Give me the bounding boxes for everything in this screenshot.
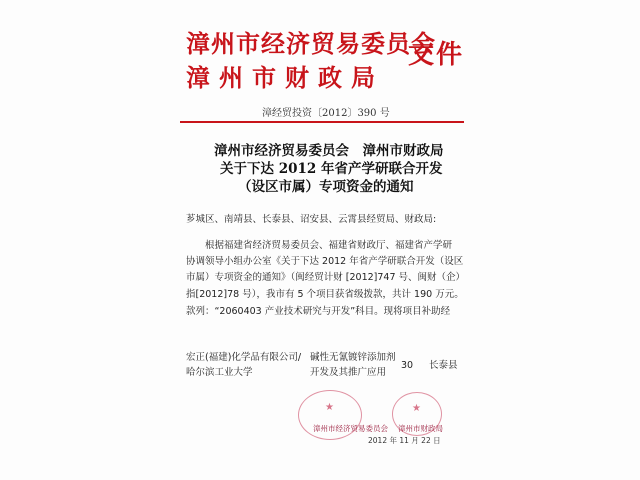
document-type-label: 文件 xyxy=(408,40,465,70)
body-paragraph-line: 指[2012]78 号），我市有 5 个项目获省级拨款，共计 190 万元。 xyxy=(186,289,464,300)
project-units-cell xyxy=(186,350,301,380)
project-table-row xyxy=(186,350,476,382)
body-paragraph-line: 根据福建省经济贸易委员会、福建省财政厅、福建省产学研 xyxy=(205,240,453,251)
notice-title-line-3: （设区市属）专项资金的通知 xyxy=(238,179,414,195)
left-seal-star-icon: ★ xyxy=(325,402,334,413)
left-seal-label: 漳州市经济贸易委员会 xyxy=(313,424,388,433)
issuer-name-2: 漳州市财政局 xyxy=(186,64,384,92)
right-seal-label: 漳州市财政局 xyxy=(398,424,443,433)
body-paragraph-line: 市属）专项资金的通知》（闽经贸计财 [2012]747 号、闽财（企） xyxy=(186,272,466,283)
project-unit-2: 哈尔滨工业大学 xyxy=(186,367,253,378)
header-divider xyxy=(180,121,464,123)
signing-date: 2012 年 11 月 22 日 xyxy=(368,436,441,445)
recipients-line: 芗城区、南靖县、长泰县、诏安县、云霄县经贸局、财政局: xyxy=(186,214,437,225)
project-name-line-1: 碱性无氰镀锌添加剂 xyxy=(310,352,396,363)
notice-title-line-1: 漳州市经济贸易委员会 漳州市财政局 xyxy=(214,143,444,159)
document-number: 漳经贸投资〔2012〕390 号 xyxy=(262,108,390,119)
issuer-name-1: 漳州市经济贸易委员会 xyxy=(186,30,436,58)
project-name-line-2: 开发及其推广应用 xyxy=(310,367,387,378)
notice-title-line-2: 关于下达 2012 年省产学研联合开发 xyxy=(220,161,443,177)
right-seal-star-icon: ★ xyxy=(412,403,421,414)
body-paragraph-line: 协调领导小组办公室《关于下达 2012 年省产学研联合开发（设区 xyxy=(186,256,464,267)
project-amount-cell: 30 xyxy=(401,360,414,371)
project-county-cell: 长泰县 xyxy=(429,360,458,371)
project-unit-1: 宏正(福建)化学品有限公司/ xyxy=(186,352,302,363)
body-paragraph-line: 款列：“2060403 产业技术研究与开发”科目。现将项目补助经 xyxy=(186,306,451,317)
project-name-cell xyxy=(310,350,396,380)
